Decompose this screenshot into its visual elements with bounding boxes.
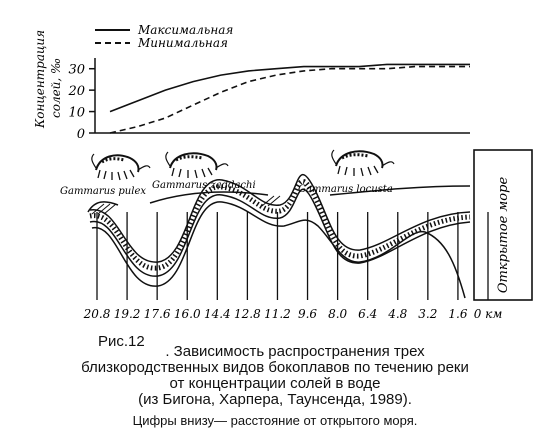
caption-line-3: от концентрации солей в воде xyxy=(169,375,381,392)
caption-note: Цифры внизу— расстояние от открытого моря. xyxy=(132,413,418,428)
y-axis-label-line1: Концентрация xyxy=(33,29,47,128)
distance-label: 20.8 xyxy=(83,307,111,321)
distance-label: 1.6 xyxy=(448,307,468,321)
distance-label: 19.2 xyxy=(113,307,141,321)
legend-min-label: Минимальная xyxy=(138,36,228,50)
distance-label: 0 км xyxy=(473,307,503,321)
river-bottom-line xyxy=(92,202,465,298)
y-ticks xyxy=(67,63,95,142)
caption-line-2: близкородственных видов бокоплавов по течению реки xyxy=(81,359,469,376)
legend xyxy=(95,23,233,50)
distance-label: 8.0 xyxy=(328,307,348,321)
y-tick-label: 0 xyxy=(76,127,85,142)
amphipod-locusta-icon xyxy=(332,150,394,176)
series-min-line xyxy=(110,67,470,133)
distance-label: 9.6 xyxy=(297,307,318,321)
caption-line-1: . Зависимость распространения трех xyxy=(165,343,425,360)
distance-label: 14.4 xyxy=(203,307,231,321)
figure-label: Рис.12 xyxy=(98,333,145,350)
y-tick-label: 20 xyxy=(68,84,85,100)
amphipod-zaddachi-icon xyxy=(166,152,228,178)
y-tick-label: 10 xyxy=(68,105,85,121)
legend-max-label: Максимальная xyxy=(138,23,234,37)
distance-label: 16.0 xyxy=(173,307,201,321)
amphipod-pulex-icon xyxy=(92,154,150,180)
distance-label: 17.6 xyxy=(143,307,171,321)
species-label-pulex: Gammarus pulex xyxy=(60,186,147,197)
species-label-locusta: Gammarus locusta xyxy=(298,184,393,195)
distance-label: 11.2 xyxy=(264,307,291,321)
y-tick-label: 30 xyxy=(68,62,85,78)
riverbed-dotted-band xyxy=(90,181,470,268)
distance-label: 6.4 xyxy=(358,307,378,321)
species-label-zaddachi: Gammarus zaddachi xyxy=(152,180,256,191)
series-max-line xyxy=(110,64,470,111)
caption-line-4: (из Бигона, Харпера, Таунсенда, 1989). xyxy=(138,391,412,408)
distance-label: 4.8 xyxy=(388,307,408,321)
distance-label: 3.2 xyxy=(418,307,438,321)
open-sea-label: Открытое море xyxy=(496,176,511,294)
distance-label: 12.8 xyxy=(234,307,261,321)
y-axis-label-line2: солей, ‰ xyxy=(49,57,63,118)
